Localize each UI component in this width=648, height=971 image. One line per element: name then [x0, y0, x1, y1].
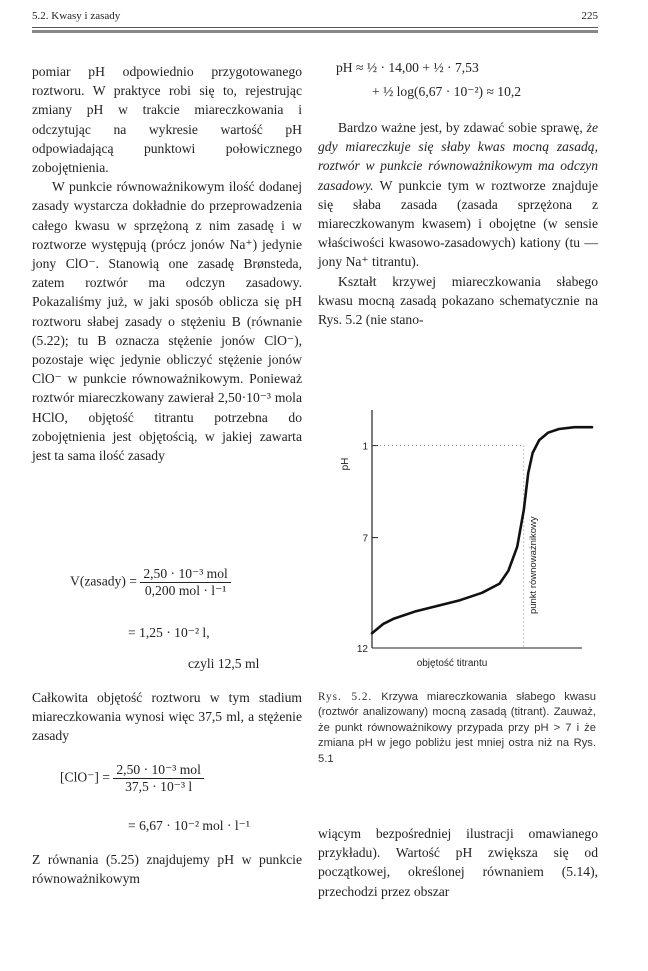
- formula-line: czyli 12,5 ml: [188, 656, 260, 671]
- text-run: Bardzo ważne jest, by zdawać sobie sprawę,: [338, 120, 587, 135]
- denominator: 0,200 mol · l⁻¹: [144, 583, 227, 598]
- fraction: [140, 566, 231, 599]
- numerator: 2,50 · 10⁻³ mol: [140, 566, 231, 583]
- paragraph: wiącym bezpośredniej ilustracji omawianego przykładu). Wartość pH zwiększa się od początkowej, określonej równaniem (5.14), przechodzi przez obszar: [318, 826, 598, 899]
- page-number: 225: [581, 10, 598, 22]
- formula-ph-line2: + ½ log(6,67 · 10⁻²) ≈ 10,2: [372, 84, 522, 99]
- header-rule-thick: [32, 30, 598, 33]
- formula-volume: [70, 566, 231, 599]
- y-tick-label: 7: [362, 533, 368, 545]
- y-axis-label: pH: [340, 457, 351, 471]
- formula-lhs: [ClO⁻] =: [60, 769, 110, 785]
- fraction: [113, 762, 204, 795]
- annotation-label: punkt równoważnikowy: [527, 516, 539, 615]
- titration-curve: [372, 427, 592, 633]
- figure-titration-curve: [330, 402, 600, 672]
- right-column-end: [318, 824, 598, 901]
- text-run: W punkcie tym w roztworze znajduje się słaba zasada (zasada sprzężona z miareczkowanym kwasem) i obojętne (w sensie właściwości kwasowo-zasadowych) kationy (tu — jony Na⁺ titrantu).: [318, 177, 598, 270]
- left-column: [32, 62, 302, 465]
- paragraph: W punkcie równoważnikowym ilość dodanej zasady wystarcza dokładnie do przeprowadzenia całego kwasu w sprzężoną z nim zasadę i w roztworze występują (prócz jonów Na⁺) jedynie jony ClO⁻. Stanowią one zasadę Brønsteda, zatem roztwór ma odczyn zasadowy. Pokazaliśmy już, w jaki sposób oblicza się pH roztworu słabej zasady o stężeniu B (równanie (5.22); tu B oznacza stężenie jonów ClO⁻), pozostaje więc jedynie obliczyć stężenie jonów ClO⁻ w punkcie równoważnikowym. Ponieważ roztwór miareczkowany zawierał 2,50·10⁻³ mola HClO, objętość titrantu potrzebna do zobojętnienia jest objętością, w jakiej zawarta jest ta sama ilość zasady: [32, 179, 302, 464]
- numerator: 2,50 · 10⁻³ mol: [113, 762, 204, 779]
- section-title: 5.2. Kwasy i zasady: [32, 10, 121, 22]
- header-rule: [32, 27, 598, 28]
- paragraph: Z równania (5.25) znajdujemy pH w punkcie równoważnikowym: [32, 852, 302, 887]
- paragraph: pomiar pH odpowiednio przygotowanego roztworu. W praktyce robi się to, rejestrując zmiany pH w trakcie miareczkowania i odczytując na wykresie wartość pH odpowiadającą punktowi połowicznego zobojętnienia.: [32, 64, 302, 176]
- running-head: [32, 10, 598, 26]
- right-column: [318, 118, 598, 329]
- formula-ph: pH ≈ ½ · 14,00 + ½ · 7,53: [336, 60, 479, 75]
- paragraph: Kształt krzywej miareczkowania słabego kwasu mocną zasadą pokazano schematycznie na Rys. 5.2 (nie stano-: [318, 273, 598, 328]
- left-column-continued: [32, 688, 302, 746]
- caption-lead: Rys. 5.2.: [318, 691, 373, 703]
- x-axis-label: objętość titrantu: [416, 658, 488, 669]
- emphasis: że gdy miareczkuje się słaby kwas mocną zasadą, roztwór w punkcie równoważnikowym ma odczyn zasadowy.: [318, 120, 598, 193]
- formula-line: = 1,25 · 10⁻² l,: [128, 625, 210, 640]
- formula-line: = 6,67 · 10⁻² mol · l⁻¹: [128, 818, 250, 833]
- left-column-end: [32, 850, 302, 888]
- denominator: 37,5 · 10⁻³ l: [125, 779, 193, 794]
- paragraph: [318, 118, 598, 272]
- paragraph: Całkowita objętość roztworu w tym stadium miareczkowania wynosi więc 37,5 ml, a stężenie zasady: [32, 690, 302, 744]
- formula-concentration: [60, 762, 204, 795]
- y-tick-label: 1: [362, 441, 368, 453]
- titration-chart: [330, 402, 600, 672]
- y-tick-label: 12: [356, 644, 368, 655]
- figure-caption: [318, 690, 596, 767]
- caption-text: Krzywa miareczkowania słabego kwasu (roztwór analizowany) mocną zasadą (titrant). Zauważ, że punkt równoważnikowy przypada przy pH > 7 i że zmiana pH w jego pobliżu jest mniej ostra niż na Rys. 5.1: [318, 691, 597, 765]
- formula-lhs: V(zasady) =: [70, 573, 137, 589]
